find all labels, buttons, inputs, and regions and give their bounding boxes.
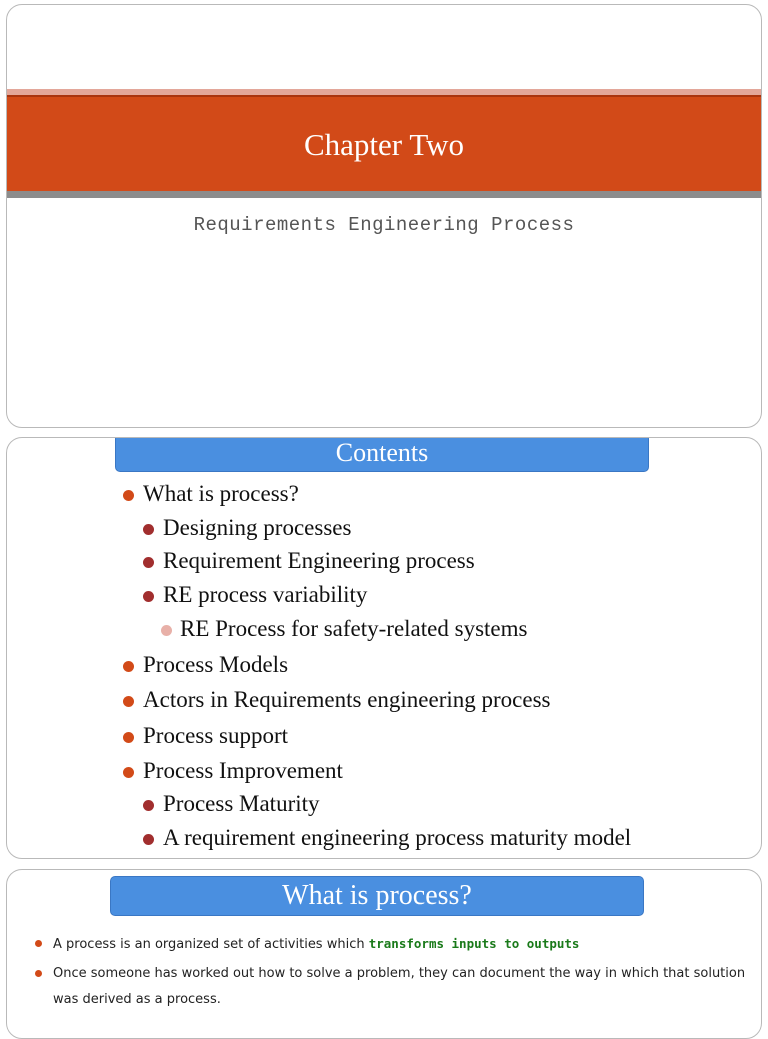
process-header <box>110 876 644 916</box>
slide-title: Chapter Two <box>304 127 464 162</box>
toc-item <box>143 652 288 678</box>
toc-item-label: Process Improvement <box>143 758 343 783</box>
toc-item-label: RE Process for safety-related systems <box>180 616 528 641</box>
toc-item-label: Designing processes <box>163 515 352 540</box>
toc-item <box>163 825 631 851</box>
bullet-icon <box>143 834 154 845</box>
toc-item-label: What is process? <box>143 481 299 506</box>
bullet-icon <box>161 625 172 636</box>
toc-item-label: Process support <box>143 723 289 748</box>
paragraph-1-text: A process is an organized set of activities which <box>53 937 369 952</box>
bullet-icon <box>123 767 134 778</box>
toc-item <box>143 481 299 507</box>
paragraph-1-highlight: transforms inputs to outputs <box>368 936 580 951</box>
bullet-icon <box>143 557 154 568</box>
paragraph-1 <box>53 931 753 958</box>
bullet-icon <box>123 696 134 707</box>
toc-item-label: RE process variability <box>163 582 368 607</box>
paragraph-2 <box>53 961 753 1013</box>
bullet-icon <box>35 940 42 947</box>
title-slide <box>6 4 762 428</box>
toc-item <box>143 758 343 784</box>
title-band <box>7 95 761 193</box>
toc-item <box>163 515 351 541</box>
toc-item <box>163 582 367 608</box>
bullet-icon <box>123 732 134 743</box>
what-is-process-slide <box>6 869 762 1039</box>
toc-item-label: Actors in Requirements engineering process <box>143 687 551 712</box>
contents-header-label: Contents <box>335 438 429 467</box>
bullet-icon <box>143 591 154 602</box>
toc-item <box>143 687 551 713</box>
paragraph-2-text: Once someone has worked out how to solve a problem, they can document the way in which that solution was derived as a process. <box>53 966 746 1007</box>
toc-item-label: Process Models <box>143 652 289 677</box>
toc-item <box>180 616 527 642</box>
bullet-icon <box>123 490 134 501</box>
slide-subtitle: Requirements Engineering Process <box>193 214 575 236</box>
toc-item <box>163 548 475 574</box>
toc-item <box>143 723 288 749</box>
toc-item-label: Requirement Engineering process <box>163 548 475 573</box>
toc-item-label: A requirement engineering process maturity model <box>163 825 632 850</box>
contents-slide <box>6 437 762 859</box>
bullet-icon <box>35 970 42 977</box>
title-band-bottom-stripe <box>7 191 761 198</box>
bullet-icon <box>143 524 154 535</box>
bullet-icon <box>143 800 154 811</box>
bullet-icon <box>123 661 134 672</box>
toc-item-label: Process Maturity <box>163 791 320 816</box>
process-header-label: What is process? <box>282 880 472 911</box>
contents-header <box>115 437 649 472</box>
toc-item <box>163 791 320 817</box>
